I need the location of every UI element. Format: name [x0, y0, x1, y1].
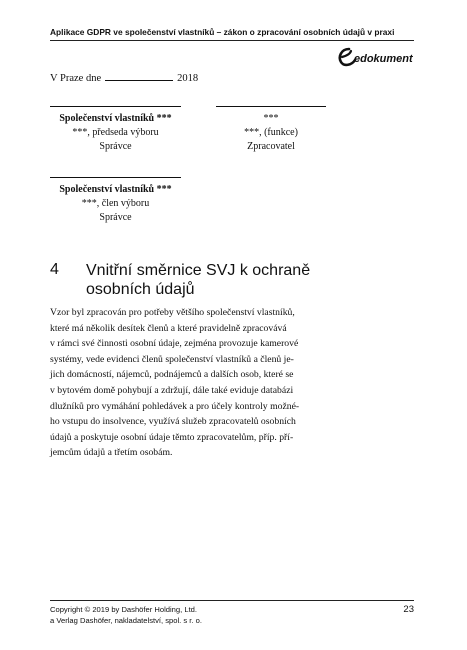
signature-line-right-1 [216, 106, 326, 107]
date-line [50, 71, 198, 84]
signature-block-left-2 [45, 183, 186, 225]
paragraph-line: systémy, vede evidenci členů společenství vlastníků a členů je- [50, 353, 294, 365]
date-blank [105, 71, 173, 81]
page-number: 23 [403, 604, 414, 615]
footer-rule [50, 600, 414, 601]
paragraph-line: ho vstupu do insolvence, využívá služeb zpracovatelů osobních [50, 416, 296, 428]
signature-block-left-1 [45, 112, 186, 154]
paragraph-line: údajů a poskytuje osobní údaje těmto zpracovatelům, příp. pří- [50, 431, 294, 443]
paragraph-line: Vzor byl zpracován pro potřeby většího společenství vlastníků, [50, 307, 295, 318]
footer-copyright [50, 604, 202, 626]
signature-line-left-2 [50, 177, 181, 178]
signature-person: ***, předseda výboru [72, 127, 159, 138]
signature-person: ***, (funkce) [244, 127, 298, 138]
footer-line: a Verlag Dashöfer, nakladatelství, spol. s r. o. [50, 616, 202, 625]
signature-role: Zpracovatel [247, 141, 295, 152]
edokument-logo [337, 45, 417, 69]
signature-person: ***, člen výboru [81, 198, 150, 209]
logo-text: edokument [354, 53, 413, 65]
paragraph-line: jich domácností, nájemců, podnájemců a dalších osob, které se [50, 369, 294, 381]
signature-org: *** [263, 113, 279, 124]
section-title [86, 261, 416, 299]
section-title-line: Vnitřní směrnice SVJ k ochraně [86, 262, 311, 279]
signature-block-right-1 [206, 112, 336, 154]
date-year: 2018 [177, 73, 199, 84]
section-number: 4 [50, 261, 59, 278]
header-rule [50, 40, 414, 41]
signature-role: Správce [99, 212, 132, 223]
paragraph-line: v rámci své činnosti osobní údaje, zejména provozuje kamerové [50, 338, 299, 350]
signature-role: Správce [99, 141, 132, 152]
paragraph-line: jemcům údajů a třetím osobám. [50, 447, 173, 459]
paragraph-line: v bytovém domě pohybují a zdržují, dále také eviduje databázi [50, 384, 294, 396]
date-prefix: V Praze dne [50, 73, 102, 84]
body-paragraph [50, 305, 416, 461]
paragraph-line: které má několik desítek členů a které pravidelně zpracovává [50, 322, 287, 334]
signature-org: Společenství vlastníků *** [59, 113, 172, 124]
section-title-line: osobních údajů [86, 281, 195, 298]
running-header: Aplikace GDPR ve společenství vlastníků – zákon o zpracování osobních údajů v praxi [50, 27, 395, 37]
paragraph-line: dlužníků pro vymáhání pohledávek a pro účely kontroly možné- [50, 400, 300, 412]
signature-org: Společenství vlastníků *** [59, 184, 172, 195]
signature-line-left-1 [50, 106, 181, 107]
footer-line: Copyright © 2019 by Dashöfer Holding, Ltd. [50, 605, 198, 614]
